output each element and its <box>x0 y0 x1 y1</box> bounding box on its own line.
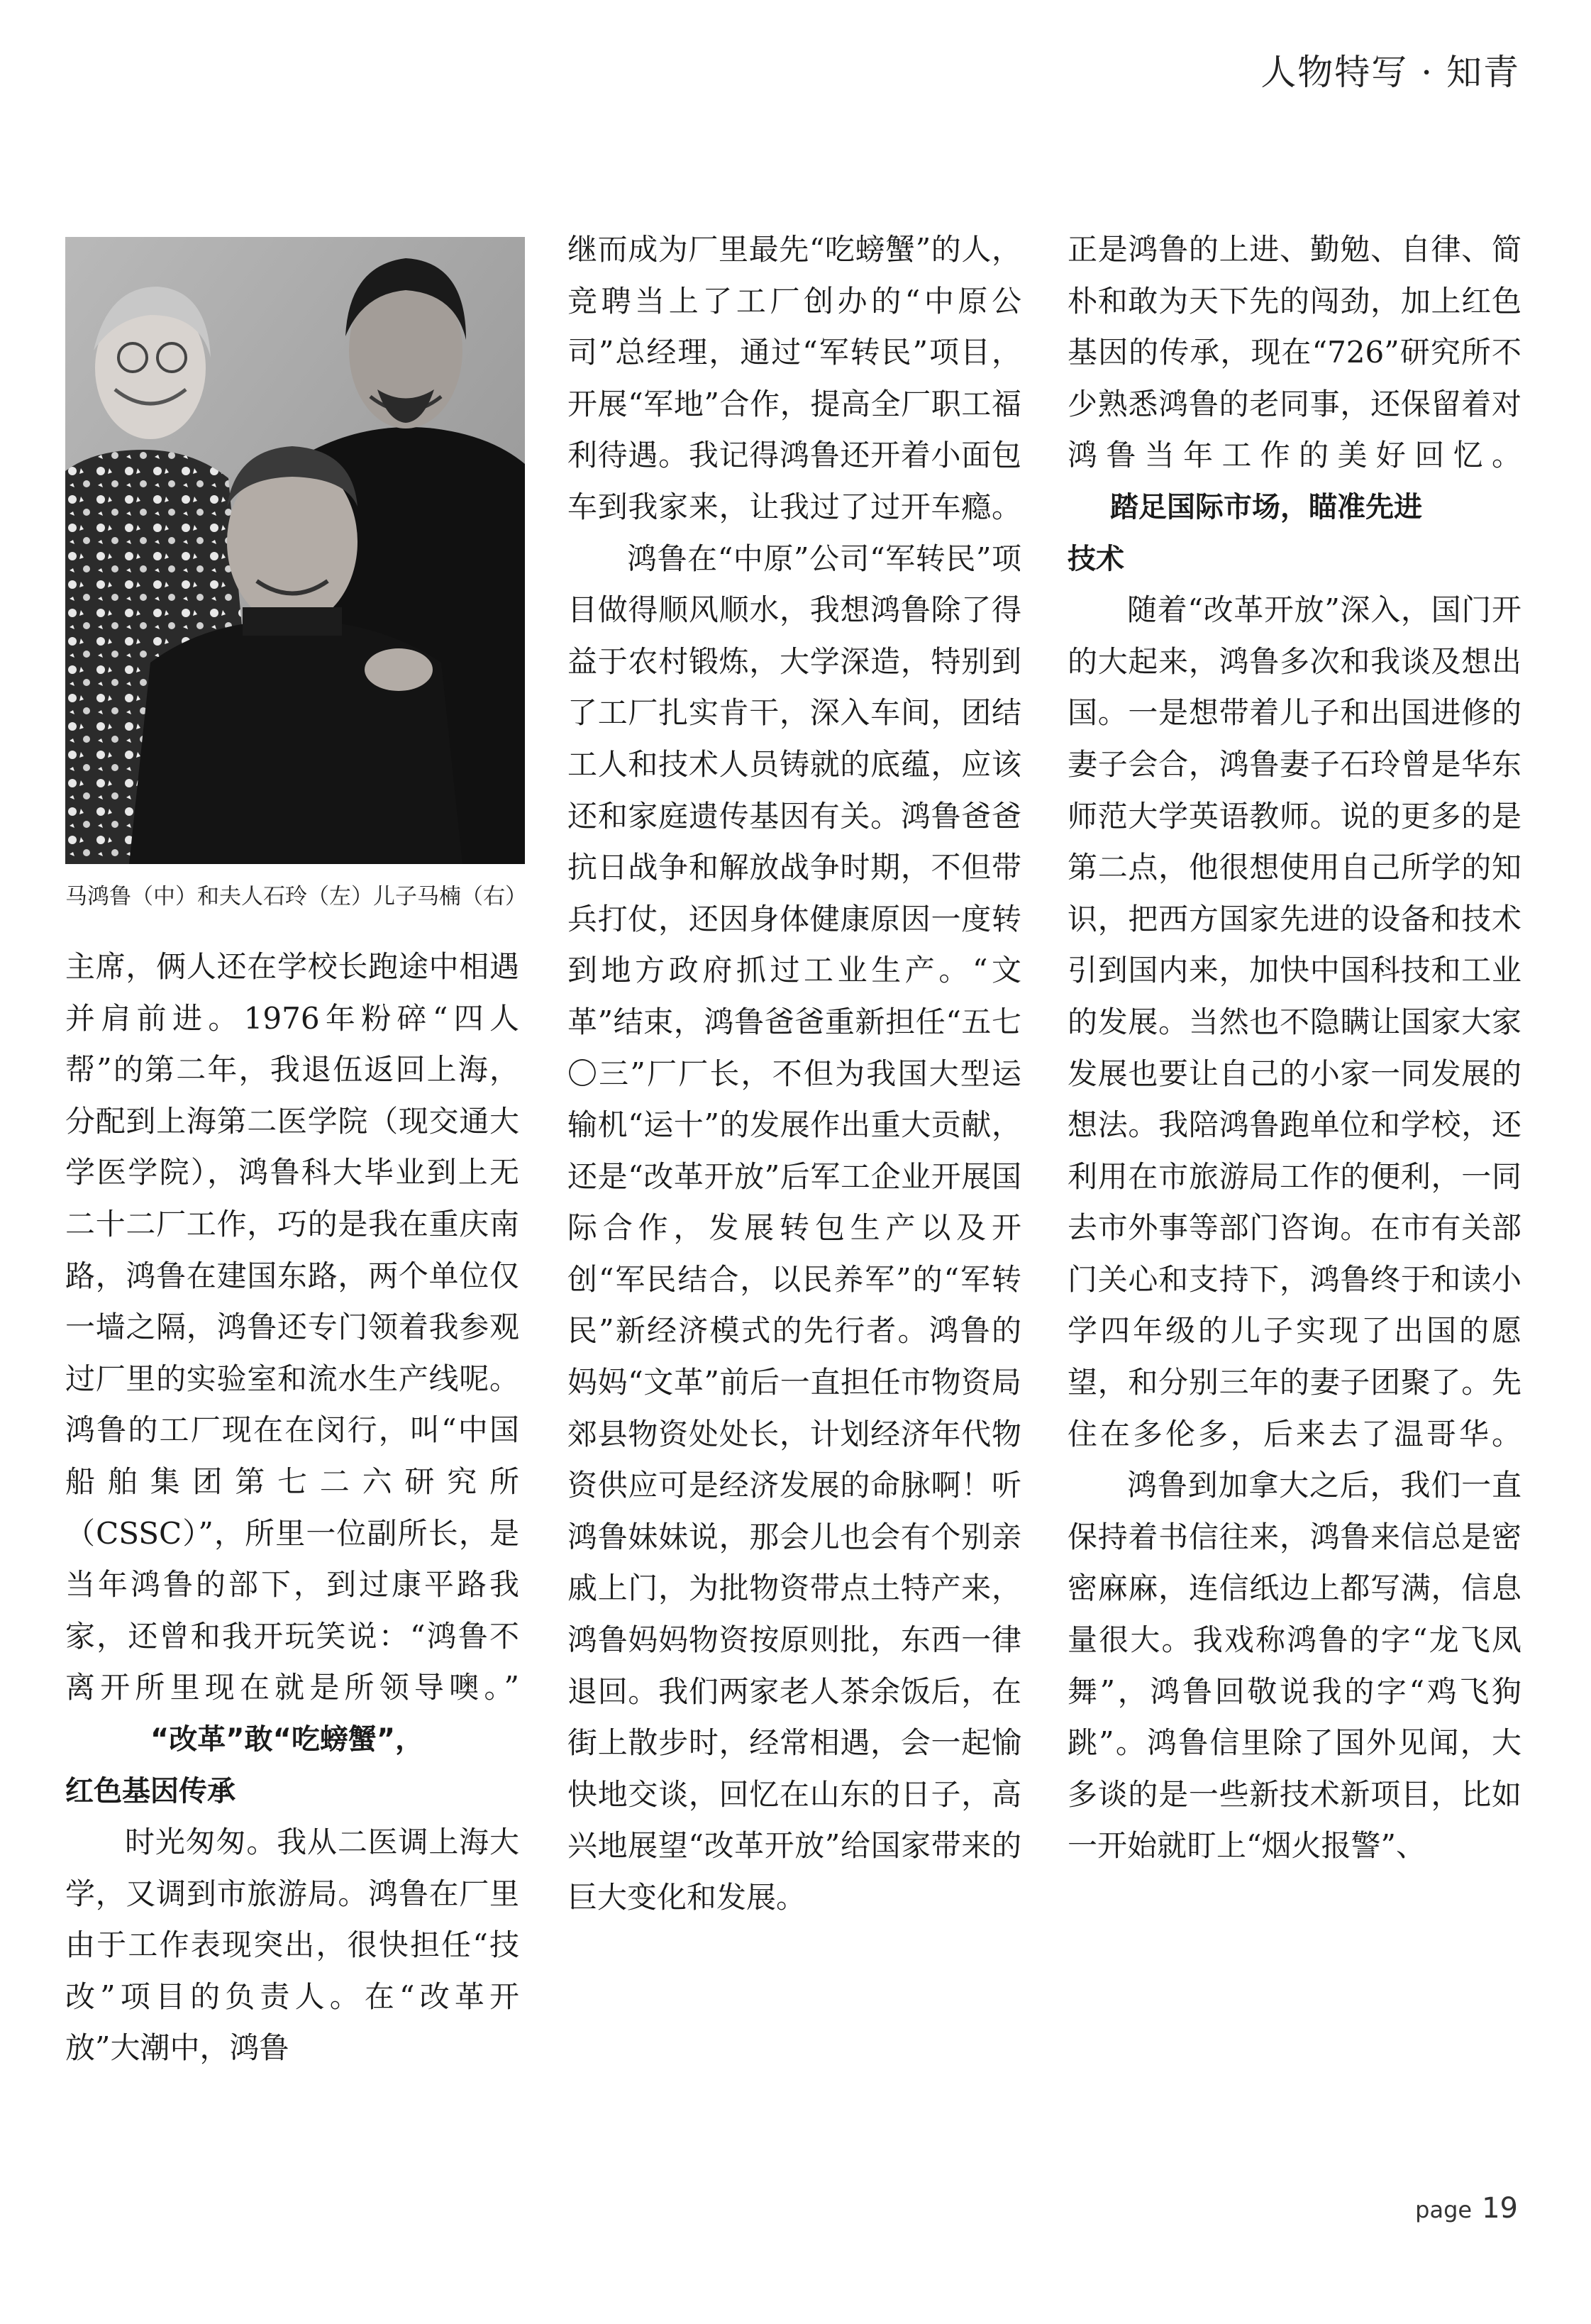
page-word: page <box>1415 2196 1473 2223</box>
heading-line-1: 踏足国际市场，瞄准先进 <box>1110 490 1422 524</box>
col3-paragraph-3: 鸿鲁到加拿大之后，我们一直保持着书信往来，鸿鲁来信总是密密麻麻，连信纸边上都写满，信息量很大。我戏称鸿鲁的字“龙飞凤舞”，鸿鲁回敬说我的字“鸡飞狗跳”。鸿鲁信里除了国外见闻，大多谈的是一些新技术新项目，比如一开始就盯上“烟火报警”、 <box>1068 1468 1521 1864</box>
section-header: 人物特写 · 知青 <box>1260 52 1520 93</box>
section-heading-reform <box>65 1714 519 1817</box>
section-heading-international <box>1068 482 1521 585</box>
heading-line-2: 红色基因传承 <box>65 1774 235 1808</box>
col3-paragraph-1: 正是鸿鲁的上进、勤勉、自律、简朴和敢为天下先的闯劲，加上红色基因的传承，现在“726”研究所不少熟悉鸿鲁的老同事，还保留着对鸿鲁当年工作的美好回忆。 <box>1068 232 1521 473</box>
family-photo <box>65 237 525 864</box>
col1-paragraph-1: 主席，俩人还在学校长跑途中相遇并肩前进。1976年粉碎“四人帮”的第二年，我退伍返回上海，分配到上海第二医学院（现交通大学医学院），鸿鲁科大毕业到上无二十二厂工作，巧的是我在重庆南路，鸿鲁在建国东路，两个单位仅一墙之隔，鸿鲁还专门领着我参观过厂里的实验室和流水生产线呢。鸿鲁的工厂现在在闵行，叫“中国船舶集团第七二六研究所（CSSC）”，所里一位副所长，是当年鸿鲁的部下，到过康平路我家，还曾和我开玩笑说：“鸿鲁不离开所里现在就是所领导噢。” <box>65 949 519 1705</box>
column-1 <box>65 941 519 2074</box>
photo-caption: 马鸿鲁（中）和夫人石玲（左）儿子马楠（右） <box>65 884 527 909</box>
column-2 <box>567 224 1021 1924</box>
column-3 <box>1068 224 1521 1872</box>
col3-paragraph-2: 随着“改革开放”深入，国门开的大起来，鸿鲁多次和我谈及想出国。一是想带着儿子和出国进修的妻子会合，鸿鲁妻子石玲曾是华东师范大学英语教师。说的更多的是第二点，他很想使用自己所学的知识，把西方国家先进的设备和技术引到国内来，加快中国科技和工业的发展。当然也不隐瞒让国家大家发展也要让自己的小家一同发展的想法。我陪鸿鲁跑单位和学校，还利用在市旅游局工作的便利，一同去市外事等部门咨询。在市有关部门关心和支持下，鸿鲁终于和读小学四年级的儿子实现了出国的愿望，和分别三年的妻子团聚了。先住在多伦多，后来去了温哥华。 <box>1068 592 1521 1451</box>
heading-line-1: “改革”敢“吃螃蟹”， <box>150 1722 424 1756</box>
page-number <box>1415 2192 1518 2225</box>
col2-paragraph-1: 继而成为厂里最先“吃螃蟹”的人，竞聘当上了工厂创办的“中原公司”总经理，通过“军转民”项目，开展“军地”合作，提高全厂职工福利待遇。我记得鸿鲁还开着小面包车到我家来，让我过了过开车瘾。 <box>567 232 1021 524</box>
col2-paragraph-2: 鸿鲁在“中原”公司“军转民”项目做得顺风顺水，我想鸿鲁除了得益于农村锻炼，大学深造，特别到了工厂扎实肯干，深入车间，团结工人和技术人员铸就的底蕴，应该还和家庭遗传基因有关。鸿鲁爸爸抗日战争和解放战争时期，不但带兵打仗，还因身体健康原因一度转到地方政府抓过工业生产。“文革”结束，鸿鲁爸爸重新担任“五七〇三”厂厂长，不但为我国大型运输机“运十”的发展作出重大贡献，还是“改革开放”后军工企业开展国际合作，发展转包生产以及开创“军民结合，以民养军”的“军转民”新经济模式的先行者。鸿鲁的妈妈“文革”前后一直担任市物资局郊县物资处处长，计划经济年代物资供应可是经济发展的命脉啊！听鸿鲁妹妹说，那会儿也会有个别亲戚上门，为批物资带点土特产来，鸿鲁妈妈物资按原则批，东西一律退回。我们两家老人茶余饭后，在街上散步时，经常相遇，会一起愉快地交谈，回忆在山东的日子，高兴地展望“改革开放”给国家带来的巨大变化和发展。 <box>567 541 1021 1915</box>
col1-paragraph-2: 时光匆匆。我从二医调上海大学，又调到市旅游局。鸿鲁在厂里由于工作表现突出，很快担任“技改”项目的负责人。在“改革开放”大潮中，鸿鲁 <box>65 1825 519 2066</box>
heading-line-2: 技术 <box>1068 542 1124 575</box>
page-number-value: 19 <box>1482 2192 1518 2225</box>
